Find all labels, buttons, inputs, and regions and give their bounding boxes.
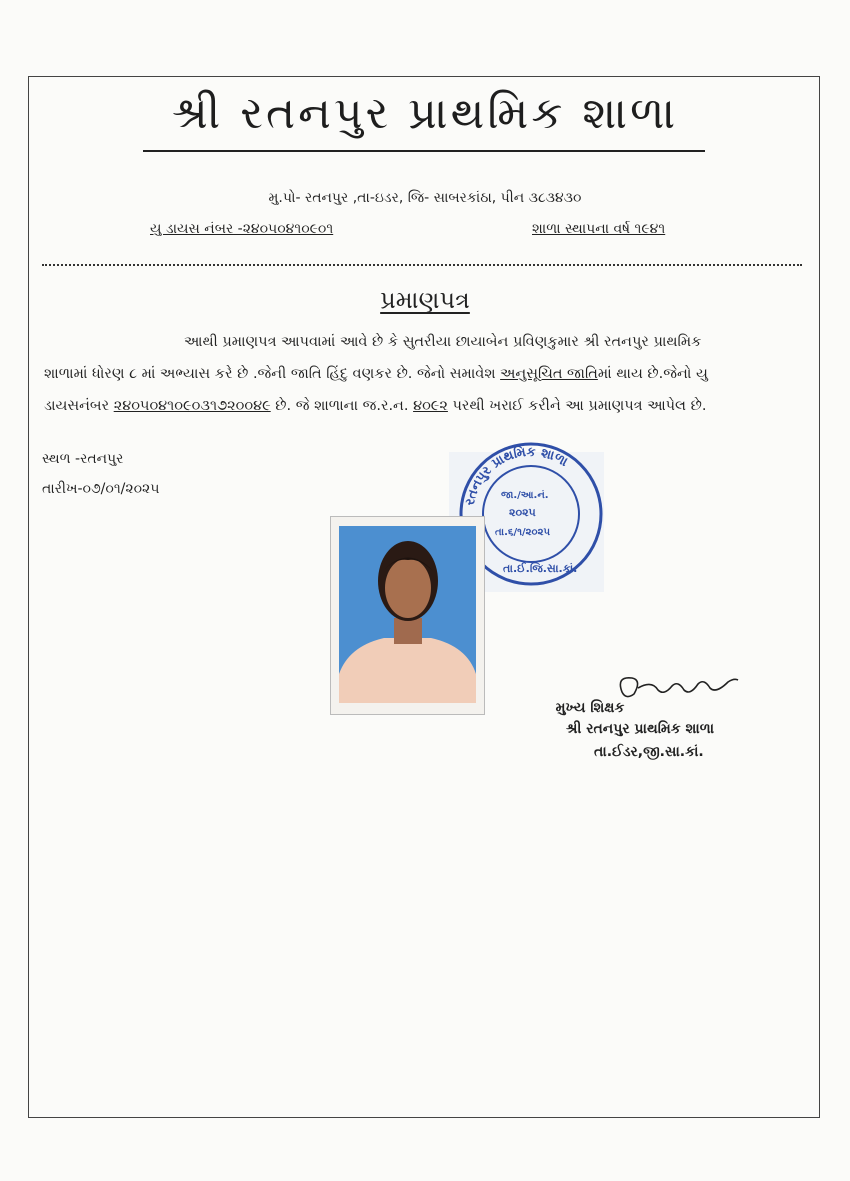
heading-underline [143,150,705,152]
student-udise-number: ૨૪૦૫૦૪૧૦૯૦૩૧૭૨૦૦૪૯ [113,398,271,414]
school-name-heading: શ્રી રતનપુર પ્રાથમિક શાળા [171,88,679,139]
school-address: મુ.પો- રતનપુર ,તા-ઇડર, જિ- સાબરકાંઠા, પીન ૩૮૩૪૩૦ [268,190,582,206]
headmaster-signature [612,670,742,704]
line-2-text: શાળામાં ધોરણ ૮ માં અભ્યાસ કરે છે .જેની જાતિ હિંદુ વણકર છે. જેનો સમાવેશ [44,366,501,382]
register-number: ૪૦૯૨ [413,398,448,414]
place-label: સ્થળ -રતનપુર [42,451,124,467]
certificate-text-line-1 [184,334,701,350]
headmaster-title: મુખ્ય શિક્ષક [555,700,625,716]
line-3-mid: છે. જે શાળાના જ.ર.ન. [270,398,414,414]
signature-school-name: શ્રી રતનપુર પ્રાથમિક શાળા [566,721,715,737]
signature-taluka: તા.ઈડર,જી.સા.કાં. [594,744,704,760]
established-year: શાળા સ્થાપના વર્ષ ૧૯૪૧ [532,221,666,237]
date-label: તારીખ-૦૭/૦૧/૨૦૨૫ [42,481,160,497]
certificate-text-line-2 [44,366,708,382]
stamp-ring-text: રતનપુર પ્રાથમિક શાળા [462,444,571,507]
line-2-tail: માં થાય છે.જેનો યુ [597,366,708,382]
line-3-text: ડાયસનંબર [44,398,114,414]
line-1-text: આથી પ્રમાણપત્ર આપવામાં આવે છે કે સુતરીયા છાયાબેન પ્રવિણકુમાર શ્રી રતનપુર પ્રાથમિક [184,334,702,350]
stamp-line-4: તા.ઈ.જિ.સા.કાં. [503,562,578,575]
line-3-tail: પરથી ખરાઈ કરીને આ પ્રમાણપત્ર આપેલ છે. [447,398,707,414]
certificate-text-line-3 [44,398,706,414]
udise-number: યુ ડાયસ નંબર -૨૪૦૫૦૪૧૦૯૦૧ [150,221,334,237]
dotted-divider [42,264,802,266]
stamp-line-3: તા.૬/૧/૨૦૨૫ [495,527,551,538]
caste-category: અનુસૂચિત જાતિ [500,366,598,382]
certificate-title: પ્રમાણપત્ર [380,286,470,314]
student-photo [339,526,476,703]
stamp-line-1: જા./આ.નં. [501,490,549,501]
stamp-line-2: ૨૦૨૫ [509,506,536,519]
student-photo-frame [330,516,485,715]
